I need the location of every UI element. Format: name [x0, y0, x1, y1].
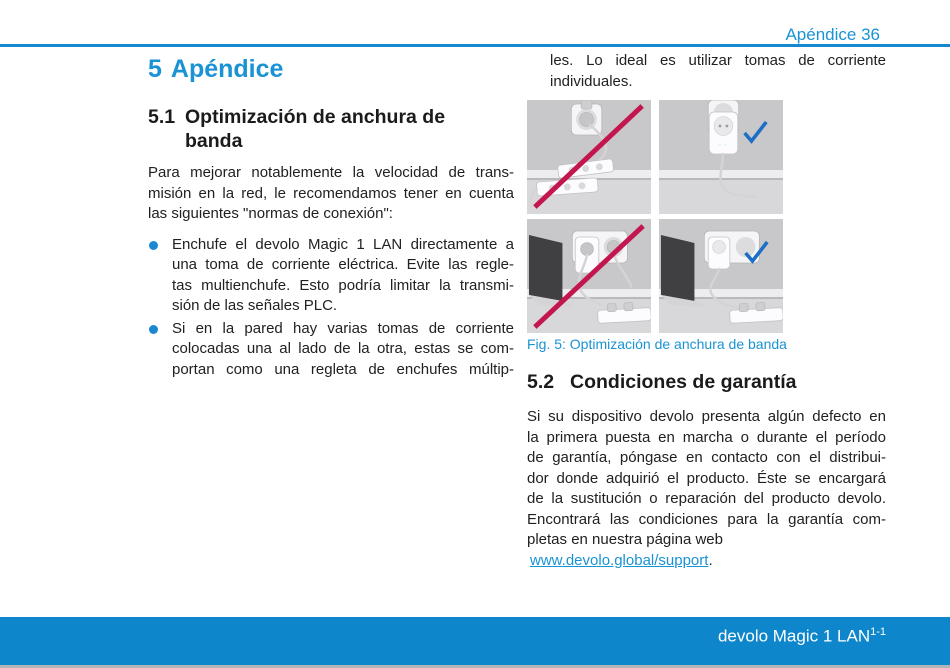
- text-line: Encontrará las condiciones para la garantía com-: [527, 510, 886, 528]
- section-number: 5.2: [527, 371, 555, 393]
- footer-product-label: [718, 621, 886, 648]
- bullet-item: [148, 235, 514, 317]
- text-line: Enchufe el devolo Magic 1 LAN directamente a: [172, 235, 514, 253]
- connection-rules-list: [148, 235, 514, 381]
- devolo-adapter-icon: [708, 100, 739, 154]
- text-line: Si su dispositivo devolo presenta algún defecto en: [527, 408, 886, 425]
- intro-paragraph: [148, 163, 514, 225]
- text-line: colocadas una al lado de la otra, estas se com-: [172, 340, 514, 357]
- text-line: Para mejorar notablemente la velocidad de trans-: [148, 164, 514, 181]
- figure-5-grid: [527, 100, 783, 333]
- support-link[interactable]: www.devolo.global/support: [530, 551, 709, 569]
- text-line: banda: [185, 130, 243, 152]
- text-line: pletas en nuestra página web: [527, 531, 723, 548]
- text-line: tas multienchufe. Esto podría limitar la transmi-: [172, 276, 514, 294]
- text-line: las siguientes "normas de conexión":: [148, 205, 393, 222]
- text-line: les. Lo ideal es utilizar tomas de corriente: [550, 52, 886, 69]
- chapter-title-text: Apéndice: [170, 55, 284, 83]
- header-page-label: Apéndice 36: [785, 25, 880, 44]
- text-line: una toma de corriente eléctrica. Evite las regle-: [172, 256, 514, 273]
- figure-panel-single-socket-check: [659, 100, 783, 214]
- text-line: la primera puesta en marcha o durante el período: [527, 428, 886, 446]
- link-line: [527, 551, 886, 572]
- bullet-dot-icon: [149, 241, 158, 250]
- figure-caption: Fig. 5: Optimización de anchura de banda: [527, 336, 787, 352]
- footer-band: [0, 617, 950, 665]
- header-rule: [0, 44, 950, 47]
- text-line: misión en la red, le recomendamos tener en cuenta: [148, 184, 514, 202]
- text-line: Optimización de anchura de: [185, 106, 446, 128]
- continuation-paragraph: [550, 51, 886, 92]
- bullet-text: [172, 235, 514, 317]
- text-line: Si en la pared hay varias tomas de corriente: [172, 319, 514, 337]
- text-line: portan como una regleta de enchufes múltip-: [172, 360, 514, 378]
- section-title: Condiciones de garantía: [570, 371, 797, 393]
- text-line: individuales.: [550, 72, 633, 90]
- section-number: 5.1: [148, 106, 176, 128]
- chapter-number: 5: [148, 55, 162, 83]
- text-line: de la sustitución o reparación del producto devolo.: [527, 490, 886, 507]
- figure-panel-adjacent-sockets-crossed: [527, 219, 651, 333]
- wall-socket-icon: [571, 100, 602, 135]
- link-suffix: .: [708, 551, 713, 569]
- text-line: sión de las señales PLC.: [172, 297, 338, 314]
- figure-panel-power-strip-crossed: [527, 100, 651, 214]
- devolo-adapter-icon: [708, 237, 730, 269]
- section-title: [185, 105, 445, 153]
- warranty-paragraph-lines: [527, 407, 886, 551]
- chapter-title: [148, 54, 514, 84]
- right-column: [527, 51, 886, 571]
- footer-product-name: devolo Magic 1 LAN: [717, 626, 871, 646]
- section-5-1-heading: [148, 105, 514, 153]
- text-line: de garantía, póngase en contacto con el distribui-: [527, 449, 886, 466]
- warranty-paragraph: [527, 407, 886, 571]
- bullet-dot-icon: [149, 325, 158, 334]
- bullet-text: [172, 319, 514, 381]
- figure-panel-individual-socket-check: [659, 219, 783, 333]
- left-column: [148, 54, 514, 382]
- text-line: dor donde adquirió el producto. Éste se encargará: [527, 469, 886, 487]
- section-5-2-heading: [527, 370, 886, 394]
- footer-superscript: 1-1: [870, 626, 886, 638]
- bullet-item: [148, 319, 514, 381]
